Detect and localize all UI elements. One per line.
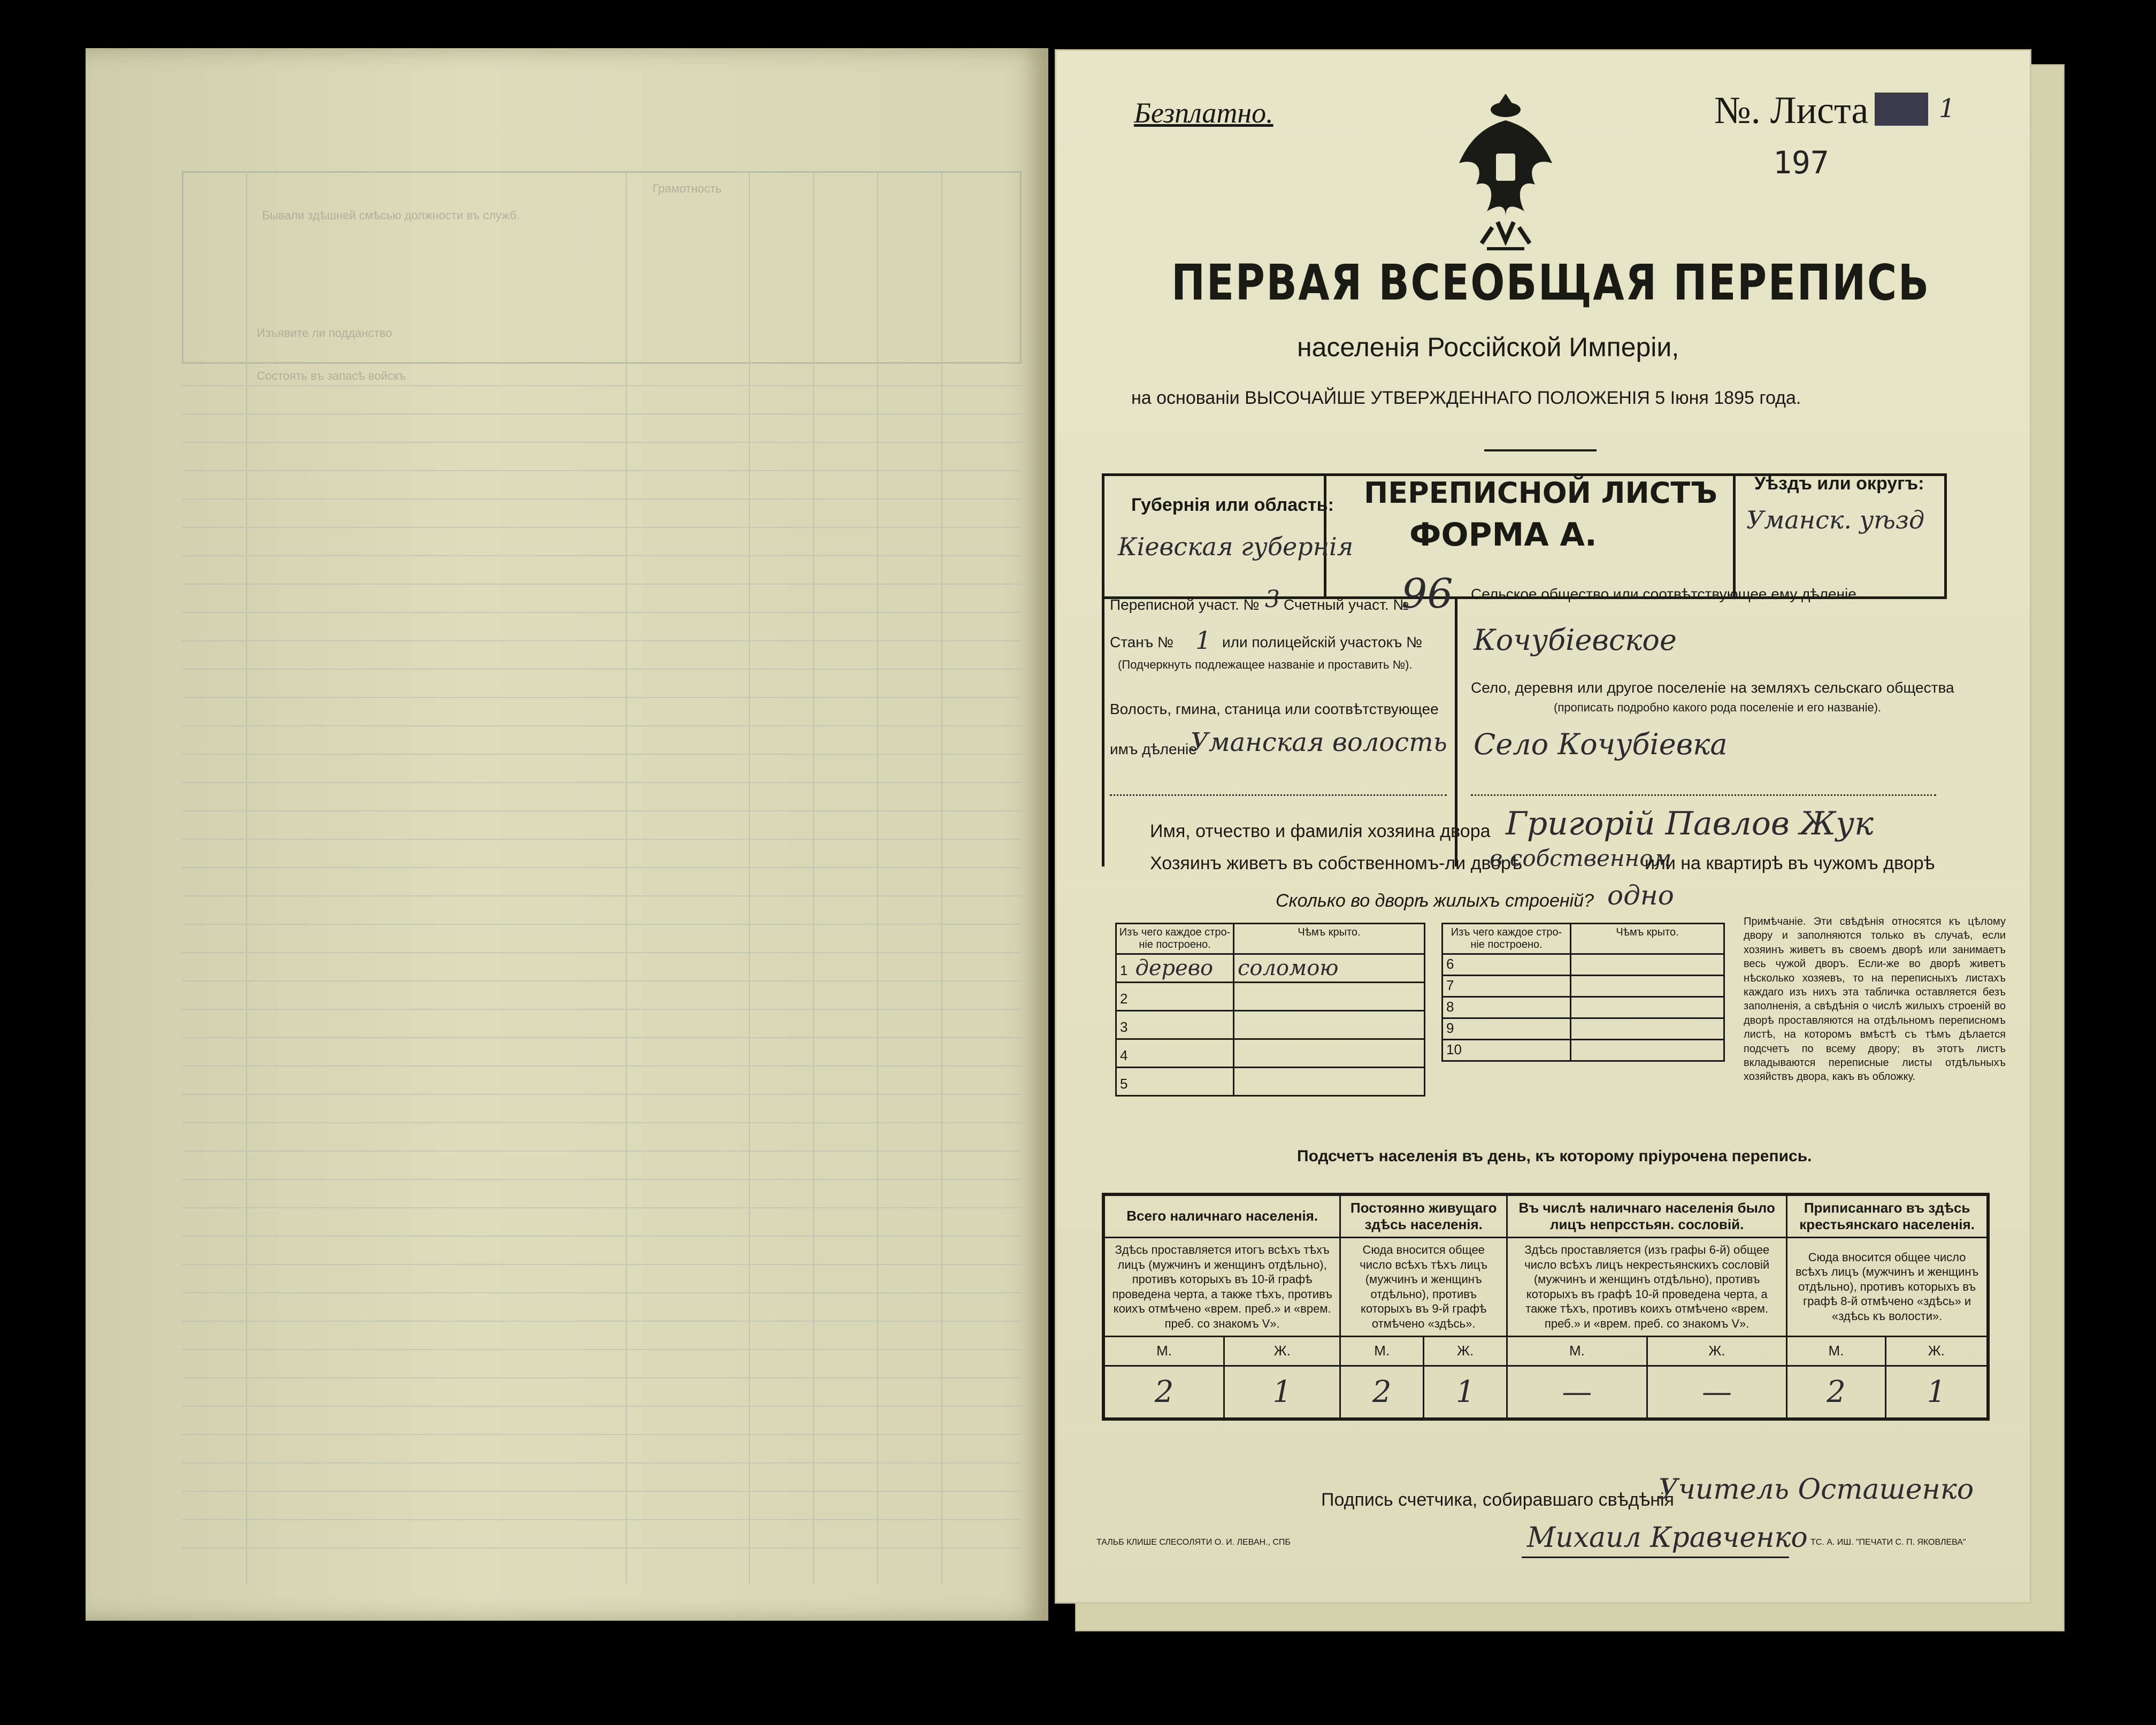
building-roof-cell xyxy=(1234,983,1425,1011)
volost-label: Волость, гмина, станица или соотвѣтствующее xyxy=(1110,701,1439,717)
building-row xyxy=(1443,954,1724,976)
buildings-table-right xyxy=(1441,923,1725,1062)
village-value: Село Кочубіевка xyxy=(1474,727,1728,761)
ghost-row-line xyxy=(182,839,1022,840)
sheet-number-label: №. Листа xyxy=(1714,89,1869,132)
province-label: Губернія или область: xyxy=(1131,495,1334,515)
owner-name-label: Имя, отчество и фамилія хозяина двора xyxy=(1150,821,1491,841)
buildings-count-value: одно xyxy=(1607,880,1674,911)
free-label: Безплатно. xyxy=(1134,97,1273,129)
population-title: Подсчетъ населенія въ день, къ которому пріурочена перепись. xyxy=(1297,1147,1812,1165)
building-row-number: 1 xyxy=(1120,962,1128,978)
ghost-row-line xyxy=(182,980,1022,982)
population-count-value: 1 xyxy=(1224,1366,1340,1419)
building-row-number: 8 xyxy=(1446,999,1454,1015)
ghost-row-line xyxy=(182,1037,1022,1038)
female-column-label: Ж. xyxy=(1424,1336,1507,1366)
census-section-value: 3 xyxy=(1265,586,1280,613)
building-material-value: дерево xyxy=(1135,956,1214,980)
ghost-row-line xyxy=(182,782,1022,783)
building-material-cell xyxy=(1116,1011,1234,1039)
ghost-row-line xyxy=(182,385,1022,386)
building-roof-cell xyxy=(1234,1068,1425,1096)
ghost-row-line xyxy=(182,1377,1022,1378)
building-material-cell xyxy=(1443,976,1571,997)
buildings-count-label: Сколько во дворѣ жилыхъ строеній? xyxy=(1276,891,1594,911)
female-column-label: Ж. xyxy=(1224,1336,1340,1366)
ghost-row-line xyxy=(182,555,1022,556)
ghost-row-line xyxy=(182,867,1022,868)
district-value: Уманск. уѣзд xyxy=(1746,505,1925,534)
stan-value: 1 xyxy=(1195,626,1211,655)
population-header: Постоянно живущаго здѣсь населенія. xyxy=(1340,1194,1507,1237)
building-row-number: 6 xyxy=(1446,956,1454,972)
population-header: Всего наличнаго населенія. xyxy=(1103,1194,1340,1237)
society-label: Сельское общество или соотвѣтствующее ему дѣленіе xyxy=(1471,586,1856,602)
female-column-label: Ж. xyxy=(1647,1336,1787,1366)
population-header: Въ числѣ наличнаго населенія было лицъ непрсстьян. сословій. xyxy=(1507,1194,1787,1237)
building-roof-cell xyxy=(1571,954,1724,976)
ghost-row-line xyxy=(182,1547,1022,1548)
signature-value-1: Учитель Осташенко xyxy=(1658,1474,1974,1506)
buildings-col-material: Изъ чего каждое стро-ніе построено. xyxy=(1443,924,1571,954)
building-row xyxy=(1116,1039,1425,1068)
ghost-row-line xyxy=(182,697,1022,698)
ghost-header-3: Изъявите ли подданство xyxy=(257,326,392,340)
redaction-mark xyxy=(1875,93,1928,126)
population-count-value: — xyxy=(1507,1366,1647,1419)
ghost-header-1: Бывали здѣшней смѣсью должности въ служб. xyxy=(262,209,520,222)
population-count-value: 2 xyxy=(1340,1366,1424,1419)
ghost-row-line xyxy=(182,1264,1022,1265)
building-row-number: 9 xyxy=(1446,1020,1454,1036)
count-section-value: 96 xyxy=(1401,570,1453,617)
ghost-row-line xyxy=(182,1009,1022,1010)
male-column-label: М. xyxy=(1340,1336,1424,1366)
ghost-header-2: Грамотность xyxy=(653,182,722,195)
ghost-row-line xyxy=(182,1236,1022,1237)
ghost-row-line xyxy=(182,669,1022,670)
population-description: Здѣсь проставляется (изъ графы 6-й) общее число всѣхъ лицъ некрестьянскихъ сословій (мужчинъ и женщинъ отдѣльно), противъ которыхъ въ графѣ 10-й проведена черта, а также тѣхъ, противъ коихъ отмѣчено «врем. преб.» и «врем. преб. со знакомъ V». xyxy=(1507,1237,1787,1336)
ghost-row-line xyxy=(182,1519,1022,1520)
ghost-row-line xyxy=(182,640,1022,641)
census-section-label: Переписной участ. № xyxy=(1110,596,1260,613)
ghost-column xyxy=(626,171,627,1583)
population-description: Сюда вносится общее число всѣхъ лицъ (мужчинъ и женщинъ отдѣльно), противъ которыхъ въ графѣ 8-й отмѣчено «здѣсь» и «здѣсь къ волости». xyxy=(1787,1237,1988,1336)
population-count-value: 1 xyxy=(1885,1366,1988,1419)
form-title-line2: ФОРМА А. xyxy=(1409,516,1597,554)
ghost-row-line xyxy=(182,924,1022,925)
district-label: Уѣздъ или округъ: xyxy=(1754,473,1924,494)
legal-basis-line: на основаніи ВЫСОЧАЙШЕ УТВЕРЖДЕННАГО ПОЛОЖЕНІЯ 5 Іюня 1895 года. xyxy=(1131,388,1801,408)
police-section-label: или полицейскій участокъ № xyxy=(1222,634,1423,650)
building-roof-cell xyxy=(1571,1040,1724,1061)
signature-underline xyxy=(1522,1557,1789,1558)
building-row-number: 4 xyxy=(1120,1047,1128,1063)
form-header-divider xyxy=(1733,473,1736,596)
document-subtitle: населенія Россійской Имперіи, xyxy=(1297,332,1679,362)
form-title-line1: ПЕРЕПИСНОЙ ЛИСТЪ xyxy=(1364,476,1717,510)
census-form-page xyxy=(1056,51,2030,1602)
ghost-row-line xyxy=(182,810,1022,811)
ghost-row-line xyxy=(182,612,1022,613)
ghost-row-line xyxy=(182,1065,1022,1067)
building-row xyxy=(1443,1040,1724,1061)
male-column-label: М. xyxy=(1103,1336,1224,1366)
ornament-divider xyxy=(1484,449,1597,451)
village-extra-line xyxy=(1471,794,1936,796)
building-row xyxy=(1443,997,1724,1018)
note-text: Примѣчаніе. Эти свѣдѣнія относятся къ цѣлому двору и заполняются только въ случаѣ, если хозяинъ живетъ въ своемъ дворѣ или занимаетъ весь чужой дворъ. Если-же во дворѣ живетъ нѣсколько хозяевъ, то на переписныхъ листахъ каждаго изъ нихъ эта табличка оставляется безъ заполненія, а свѣдѣнія о числѣ жилыхъ строеній во дворѣ проставляются на отдѣльномъ переписномъ листѣ, на которомъ вмѣстѣ съ тѣмъ дѣлается подсчетъ по всему двору; въ этотъ листъ вкладываются переписные листы отдѣльныхъ хозяйствъ двора, какъ въ обложку. xyxy=(1744,916,2006,1083)
left-page xyxy=(86,48,1048,1621)
ghost-row-line xyxy=(182,1491,1022,1492)
building-row xyxy=(1116,1068,1425,1096)
ghost-row-line xyxy=(182,527,1022,528)
population-count-value: 1 xyxy=(1424,1366,1507,1419)
ghost-column xyxy=(877,171,878,1583)
owner-lives-label-2: или на квартирѣ въ чужомъ дворѣ xyxy=(1645,853,1935,873)
left-ghost-grid xyxy=(182,171,1022,1583)
printer-imprint-right: ТС. А. ИШ. "ПЕЧАТИ С. П. ЯКОВЛЕВА" xyxy=(1810,1538,1966,1547)
building-material-cell xyxy=(1443,954,1571,976)
volost-extra-line xyxy=(1110,794,1447,796)
ghost-row-line xyxy=(182,1094,1022,1095)
buildings-table-left xyxy=(1115,923,1425,1097)
archive-stamp-number: 197 xyxy=(1773,144,1829,181)
society-value: Кочубіевское xyxy=(1474,623,1677,657)
ghost-row-line xyxy=(182,1434,1022,1435)
signature-label: Подпись счетчика, собиравшаго свѣдѣнія xyxy=(1321,1490,1674,1510)
population-count-value: 2 xyxy=(1103,1366,1224,1419)
ghost-row-line xyxy=(182,1151,1022,1152)
printer-imprint-left: ТАЛЬБ КЛИШЕ СЛЕСОЛЯТИ О. И. ЛЕВАН., СПБ xyxy=(1096,1538,1291,1547)
ghost-column xyxy=(246,171,247,1583)
police-section-note: (Подчеркнуть подлежащее названіе и проставить №). xyxy=(1118,658,1413,671)
population-description: Сюда вносится общее число всѣхъ тѣхъ лицъ (мужчинъ и женщинъ отдѣльно), противъ которыхъ въ 9-й графѣ отмѣчено «здѣсь». xyxy=(1340,1237,1507,1336)
ghost-row-line xyxy=(182,1321,1022,1322)
signature-value-2: Михаил Кравченко xyxy=(1527,1522,1808,1554)
imperial-eagle-emblem xyxy=(1455,88,1556,270)
ghost-row-line xyxy=(182,413,1022,415)
ghost-row-line xyxy=(182,470,1022,471)
building-roof-cell xyxy=(1571,1018,1724,1040)
owner-lives-label: Хозяинъ живетъ въ собственномъ-ли дворѣ xyxy=(1150,853,1522,873)
building-row-number: 2 xyxy=(1120,991,1128,1007)
ghost-column xyxy=(749,171,750,1583)
building-material-cell xyxy=(1116,954,1234,983)
buildings-col-roof: Чѣмъ крыто. xyxy=(1234,924,1425,954)
ghost-row-line xyxy=(182,952,1022,953)
ghost-row-line xyxy=(182,584,1022,585)
building-material-cell xyxy=(1443,1040,1571,1061)
ghost-row-line xyxy=(182,442,1022,443)
population-header: Приписаннаго въ здѣсь крестьянскаго населенія. xyxy=(1787,1194,1988,1237)
ghost-row-line xyxy=(182,1406,1022,1407)
owner-lives-value: в собственном xyxy=(1490,845,1672,871)
population-count-value: — xyxy=(1647,1366,1787,1419)
buildings-col-material: Изъ чего каждое стро-ніе построено. xyxy=(1116,924,1234,954)
ghost-column xyxy=(941,171,942,1583)
ghost-row-line xyxy=(182,895,1022,896)
building-material-cell xyxy=(1443,997,1571,1018)
ghost-row-line xyxy=(182,1462,1022,1463)
ghost-row-line xyxy=(182,725,1022,726)
volost-label-2: имъ дѣленіе xyxy=(1110,741,1197,757)
ghost-row-line xyxy=(182,1349,1022,1350)
building-material-cell xyxy=(1116,983,1234,1011)
male-column-label: М. xyxy=(1787,1336,1885,1366)
building-row xyxy=(1116,1011,1425,1039)
count-section-label: Счетный участ. № xyxy=(1284,596,1409,613)
ghost-row-line xyxy=(182,1207,1022,1208)
building-row xyxy=(1116,954,1425,983)
building-material-cell xyxy=(1116,1068,1234,1096)
sheet-number-value: 1 xyxy=(1939,94,1955,124)
ghost-row-line xyxy=(182,499,1022,500)
population-count-value: 2 xyxy=(1787,1366,1885,1419)
ghost-row-line xyxy=(182,754,1022,755)
building-roof-cell xyxy=(1234,1011,1425,1039)
building-material-cell xyxy=(1443,1018,1571,1040)
ghost-header-4: Состоять въ запасѣ войскъ xyxy=(257,369,406,382)
female-column-label: Ж. xyxy=(1885,1336,1988,1366)
building-roof-cell xyxy=(1571,997,1724,1018)
building-roof-cell xyxy=(1571,976,1724,997)
building-row xyxy=(1443,1018,1724,1040)
building-row xyxy=(1443,976,1724,997)
building-row xyxy=(1116,983,1425,1011)
building-roof-value: соломою xyxy=(1238,956,1339,980)
building-roof-cell xyxy=(1234,1039,1425,1068)
stan-label: Станъ № xyxy=(1110,634,1174,650)
population-description: Здѣсь проставляется итогъ всѣхъ тѣхъ лицъ (мужчинъ и женщинъ отдѣльно), противъ которыхъ въ 10-й графѣ проведена черта, а также тѣхъ, противъ коихъ отмѣчено «врем. преб.» и «врем. преб. со знакомъ V». xyxy=(1103,1237,1340,1336)
buildings-col-roof: Чѣмъ крыто. xyxy=(1571,924,1724,954)
building-row-number: 3 xyxy=(1120,1019,1128,1035)
ghost-row-line xyxy=(182,1292,1022,1293)
building-row-number: 5 xyxy=(1120,1076,1128,1092)
owner-name-value: Григорій Павлов Жук xyxy=(1506,805,1874,842)
ghost-row-line xyxy=(182,1122,1022,1123)
village-label: Село, деревня или другое поселеніе на земляхъ сельскаго общества xyxy=(1471,679,1954,696)
province-value: Кіевская губернія xyxy=(1118,532,1354,561)
population-table xyxy=(1102,1193,1990,1421)
building-roof-cell xyxy=(1234,954,1425,983)
building-row-number: 7 xyxy=(1446,977,1454,993)
building-material-cell xyxy=(1116,1039,1234,1068)
ghost-row-line xyxy=(182,1179,1022,1180)
male-column-label: М. xyxy=(1507,1336,1647,1366)
ghost-column xyxy=(813,171,814,1583)
volost-value: Уманская волость xyxy=(1190,727,1447,757)
document-title: ПЕРВАЯ ВСЕОБЩАЯ ПЕРЕПИСЬ xyxy=(1171,254,1930,311)
building-row-number: 10 xyxy=(1446,1041,1462,1057)
village-note: (прописать подробно какого рода поселеніе и его названіе). xyxy=(1554,701,1882,714)
